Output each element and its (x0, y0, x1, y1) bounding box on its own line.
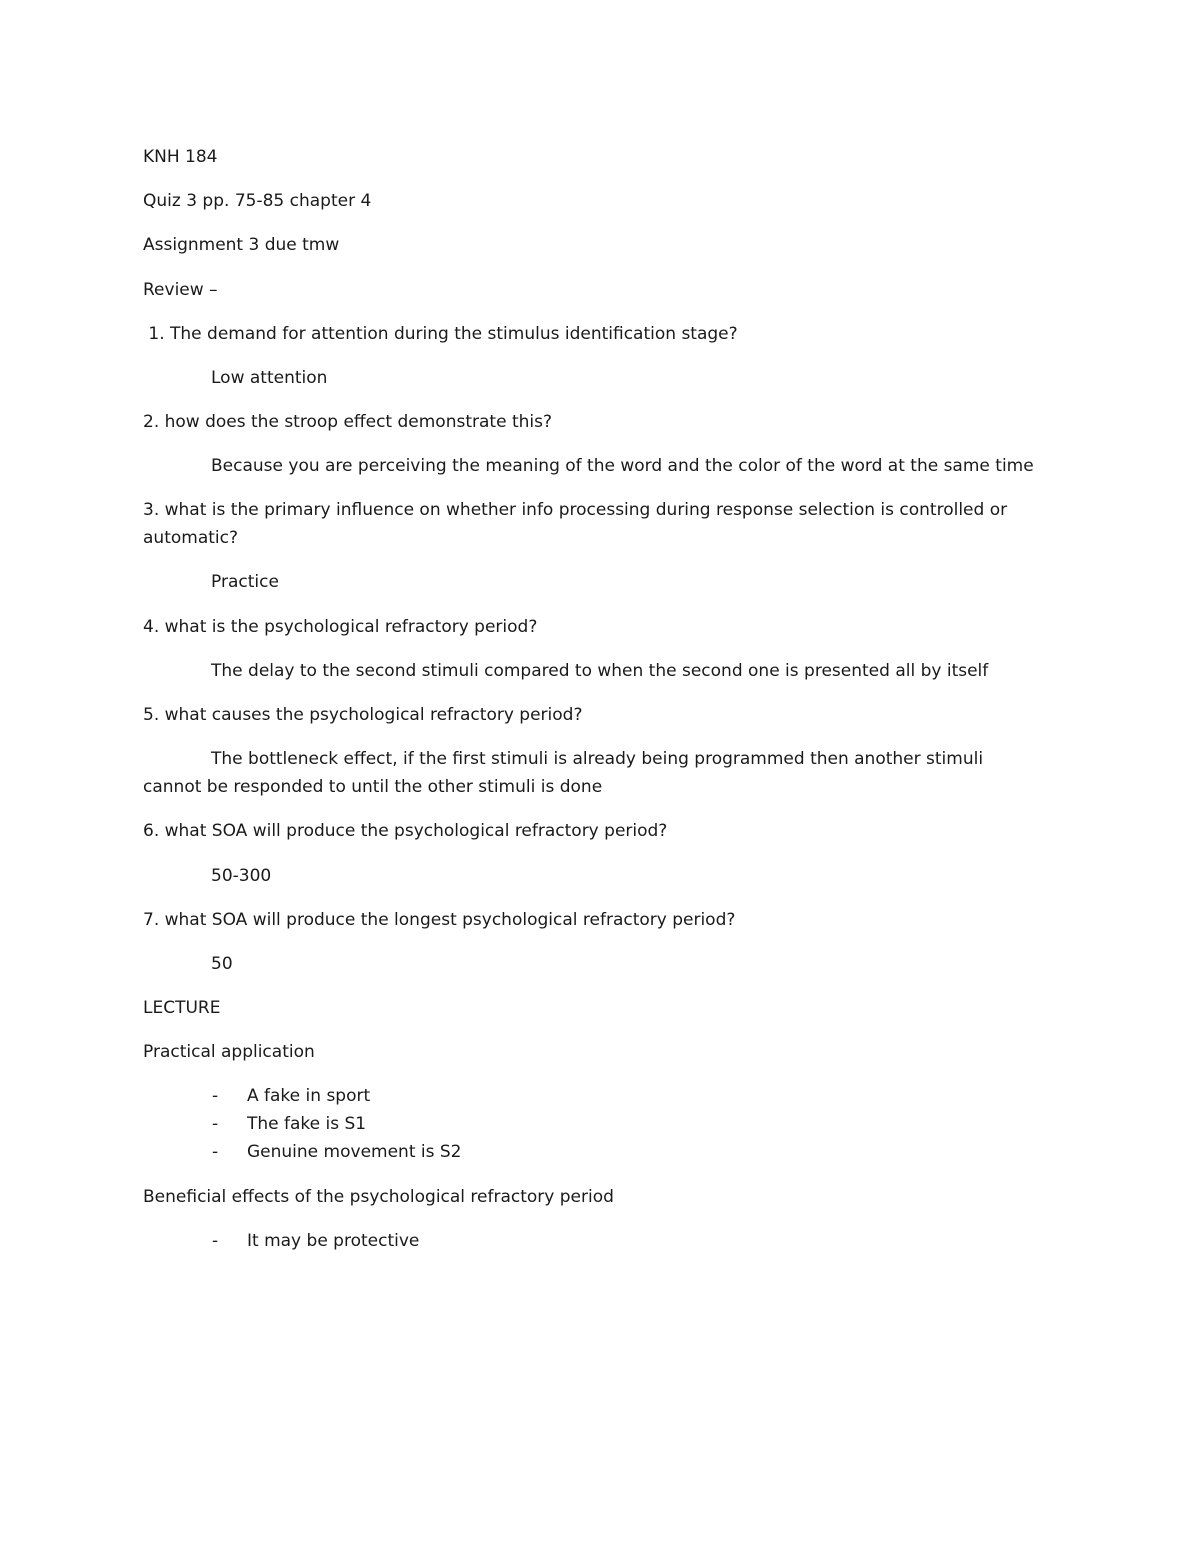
list-item: A fake in sport (247, 1086, 371, 1106)
review-question-7: 7. what SOA will produce the longest psychological refractory period? (143, 910, 736, 930)
review-answer-2: Because you are perceiving the meaning of the word and the color of the word at the same time (211, 456, 1034, 476)
list-item: Genuine movement is S2 (247, 1142, 462, 1162)
quiz-note: Quiz 3 pp. 75-85 chapter 4 (143, 191, 372, 211)
review-answer-6: 50-300 (211, 866, 272, 886)
list-bullet: - (212, 1231, 219, 1251)
list-bullet: - (212, 1114, 219, 1134)
review-answer-3: Practice (211, 572, 279, 592)
review-question-2: 2. how does the stroop effect demonstrate this? (143, 412, 552, 432)
review-question-3-cont: automatic? (143, 528, 238, 548)
review-answer-1: Low attention (211, 368, 328, 388)
practical-heading: Practical application (143, 1042, 315, 1062)
review-question-4: 4. what is the psychological refractory period? (143, 617, 538, 637)
list-item: It may be protective (247, 1231, 420, 1251)
review-question-6: 6. what SOA will produce the psychological refractory period? (143, 821, 668, 841)
review-question-3: 3. what is the primary influence on whether info processing during response selection is controlled or (143, 500, 1008, 520)
list-bullet: - (212, 1142, 219, 1162)
assignment-note: Assignment 3 due tmw (143, 235, 340, 255)
review-heading: Review – (143, 280, 218, 300)
review-answer-5: The bottleneck effect, if the first stimuli is already being programmed then another stimuli (211, 749, 984, 769)
beneficial-heading: Beneficial effects of the psychological refractory period (143, 1187, 614, 1207)
review-question-5: 5. what causes the psychological refractory period? (143, 705, 583, 725)
course-title: KNH 184 (143, 147, 218, 167)
list-item: The fake is S1 (247, 1114, 367, 1134)
review-answer-7: 50 (211, 954, 233, 974)
lecture-heading: LECTURE (143, 998, 221, 1018)
review-answer-4: The delay to the second stimuli compared to when the second one is presented all by itself (211, 661, 989, 681)
review-question-1: 1. The demand for attention during the stimulus identification stage? (143, 324, 738, 344)
review-answer-5-cont: cannot be responded to until the other stimuli is done (143, 777, 603, 797)
list-bullet: - (212, 1086, 219, 1106)
